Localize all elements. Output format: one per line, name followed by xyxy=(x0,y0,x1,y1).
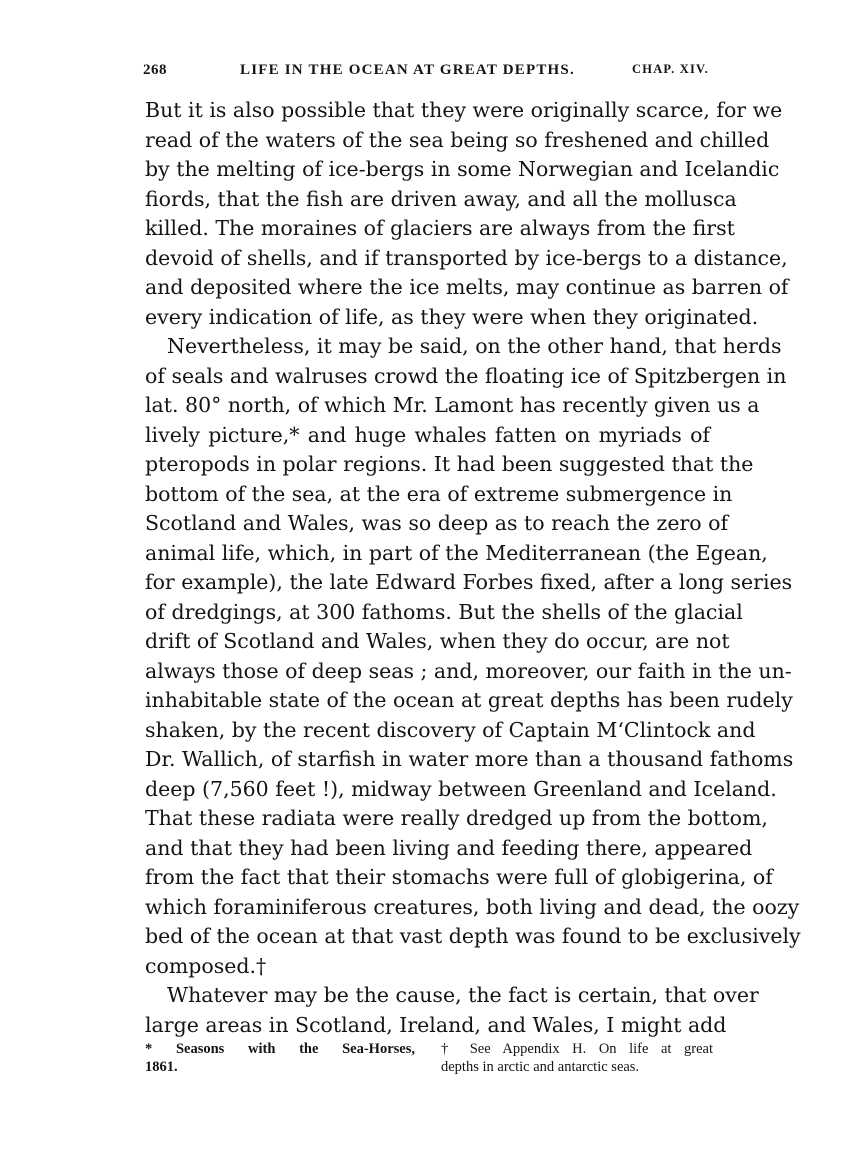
text-line: and that they had been living and feeding there, appeared xyxy=(145,835,753,860)
text-line: which foraminiferous creatures, both living and dead, the oozy xyxy=(145,894,800,919)
text-line: killed. The moraines of glaciers are always from the first xyxy=(145,216,735,240)
footnote-line: * Seasons with the Sea-Horses, xyxy=(145,1041,415,1057)
footnote-line: † See Appendix H. On life at great xyxy=(441,1041,713,1057)
text-line: Nevertheless, it may be said, on the other hand, that herds xyxy=(167,334,782,358)
text-line: Dr. Wallich, of starfish in water more than a thousand fathoms xyxy=(145,747,794,771)
text-line: But it is also possible that they were originally scarce, for we xyxy=(145,98,783,122)
footnote-dagger xyxy=(441,1040,713,1076)
text-line: by the melting of ice-bergs in some Norwegian and Icelandic xyxy=(145,157,780,181)
text-line: and deposited where the ice melts, may continue as barren of xyxy=(145,275,789,299)
text-line: pteropods in polar regions. It had been suggested that the xyxy=(145,452,754,476)
text-line: Whatever may be the cause, the fact is certain, that over xyxy=(167,983,759,1007)
footnote-asterisk xyxy=(145,1040,415,1076)
text-line: animal life, which, in part of the Mediterranean (the Egean, xyxy=(145,540,768,565)
text-line: That these radiata were really dredged up from the bottom, xyxy=(145,806,768,830)
text-line: drift of Scotland and Wales, when they do occur, are not xyxy=(145,629,730,653)
footnote-line: 1861. xyxy=(145,1059,178,1075)
body-text xyxy=(145,96,801,1040)
text-line: shaken, by the recent discovery of Captain M‘Clintock and xyxy=(145,717,756,742)
text-line: from the fact that their stomachs were full of globigerina, of xyxy=(145,865,773,889)
running-head xyxy=(143,62,709,86)
text-line: inhabitable state of the ocean at great depths has been rudely xyxy=(145,688,793,712)
text-line: for example), the late Edward Forbes fixed, after a long series xyxy=(145,570,793,594)
running-title: LIFE IN THE OCEAN AT GREAT DEPTHS. xyxy=(240,62,575,78)
chapter-label: CHAP. XIV. xyxy=(632,62,709,76)
text-line: large areas in Scotland, Ireland, and Wales, I might add xyxy=(145,1012,727,1037)
text-line: of seals and walruses crowd the floating ice of Spitzbergen in xyxy=(145,363,787,388)
text-line: lat. 80° north, of which Mr. Lamont has recently given us a xyxy=(145,393,760,417)
text-line: of dredgings, at 300 fathoms. But the shells of the glacial xyxy=(145,599,743,624)
text-line: every indication of life, as they were when they originated. xyxy=(145,304,759,329)
text-line: composed.† xyxy=(145,953,267,978)
text-line: read of the waters of the sea being so freshened and chilled xyxy=(145,127,770,152)
text-line: bottom of the sea, at the era of extreme submergence in xyxy=(145,481,733,506)
text-line: bed of the ocean at that vast depth was found to be exclusively xyxy=(145,924,801,948)
text-line: fiords, that the fish are driven away, and all the mollusca xyxy=(145,186,737,211)
text-line: lively picture,* and huge whales fatten on myriads of xyxy=(145,422,710,447)
text-line: always those of deep seas ; and, moreover, our faith in the un- xyxy=(145,658,792,683)
text-line: deep (7,560 feet !), midway between Greenland and Iceland. xyxy=(145,776,777,801)
footnote-line: depths in arctic and antarctic seas. xyxy=(441,1059,640,1075)
text-line: Scotland and Wales, was so deep as to reach the zero of xyxy=(145,511,729,535)
text-line: devoid of shells, and if transported by ice-bergs to a distance, xyxy=(145,245,788,270)
page-number: 268 xyxy=(143,62,167,78)
